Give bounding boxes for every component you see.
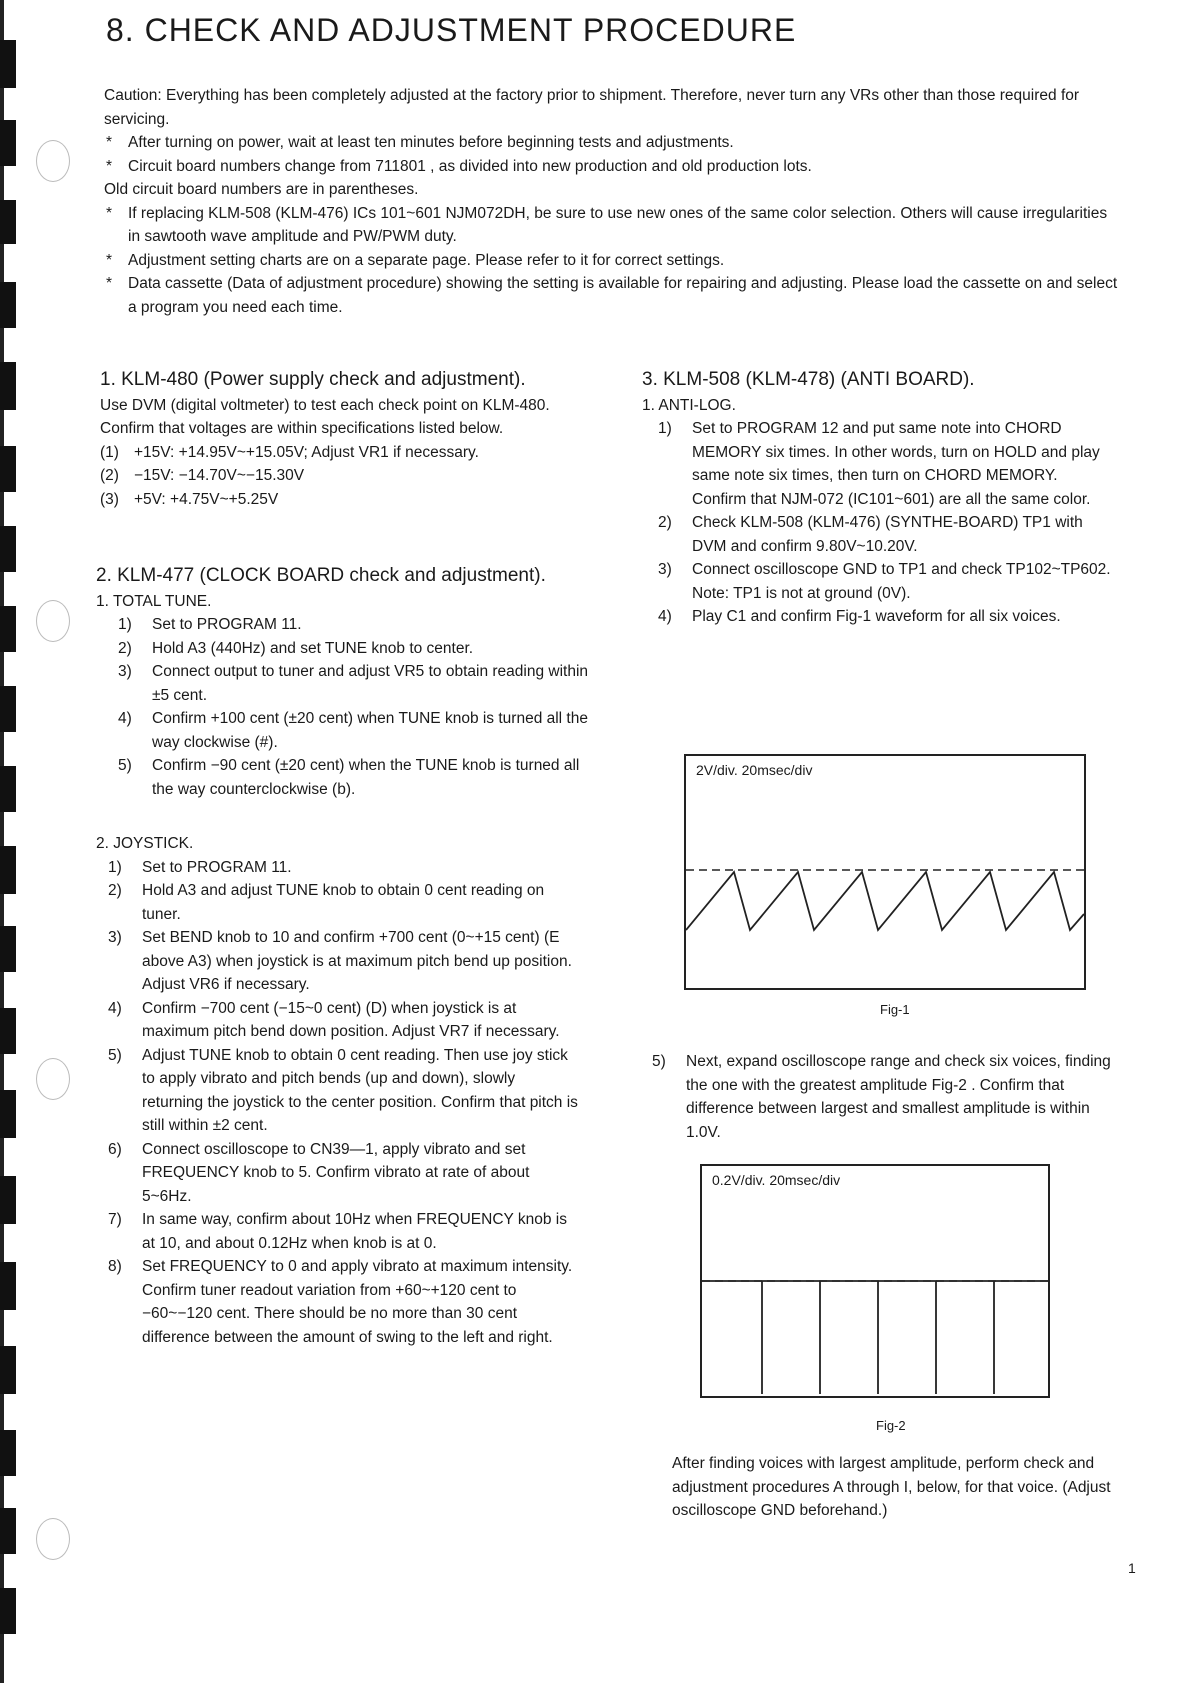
intro-bullet: * If replacing KLM-508 (KLM-476) ICs 101~601 NJM072DH, be sure to use new ones of the same color selection. Others will cause irregularities in sawtooth wave amplitude and PW/PWM duty. bbox=[104, 202, 1120, 249]
step-text: Confirm that NJM-072 (IC101~601) are all the same color. bbox=[692, 490, 1091, 508]
step-number: 5) bbox=[118, 757, 132, 774]
after-text-block bbox=[672, 1452, 1122, 1523]
step-item bbox=[118, 660, 588, 707]
step-item bbox=[118, 754, 588, 801]
step-number: 5) bbox=[108, 1046, 122, 1064]
step-number: 5) bbox=[652, 1053, 666, 1070]
binding-strip bbox=[0, 0, 70, 1683]
section-1 bbox=[100, 368, 600, 511]
tune-list bbox=[96, 613, 588, 801]
antilog-list bbox=[642, 417, 1118, 629]
step-text: Hold A3 (440Hz) and set TUNE knob to center. bbox=[152, 639, 474, 657]
step-text: Hold A3 and adjust TUNE knob to obtain 0 cent reading on tuner. bbox=[142, 882, 545, 923]
step-item bbox=[658, 488, 1118, 512]
section-2 bbox=[96, 564, 616, 801]
section-intro: Use DVM (digital voltmeter) to test each check point on KLM-480. Confirm that voltages are within specifications listed below. bbox=[100, 396, 550, 437]
step-text: Set BEND knob to 10 and confirm +700 cent (0~+15 cent) (E above A3) when joystick is at maximum pitch bend up position. Adjust VR6 if necessary. bbox=[142, 929, 572, 993]
step-item bbox=[658, 511, 1118, 558]
step-text: Confirm −700 cent (−15~0 cent) (D) when joystick is at maximum pitch bend down position. Adjust VR7 if necessary. bbox=[142, 999, 560, 1040]
fig1-oscilloscope bbox=[684, 754, 1086, 990]
step-text: In same way, confirm about 10Hz when FREQUENCY knob is at 10, and about 0.12Hz when knob is at 0. bbox=[142, 1211, 567, 1252]
intro-bullet: * Adjustment setting charts are on a separate page. Please refer to it for correct settings. bbox=[104, 249, 1120, 273]
step-number: 4) bbox=[108, 999, 122, 1017]
spec-item bbox=[100, 441, 600, 465]
fig2-waveform bbox=[702, 1166, 1048, 1396]
step-number: 1) bbox=[658, 420, 672, 437]
step-text: Connect oscilloscope GND to TP1 and check TP102~TP602. bbox=[692, 561, 1111, 578]
old-board-note: Old circuit board numbers are in parentheses. bbox=[104, 181, 419, 198]
section-heading: 1. KLM-480 (Power supply check and adjustment). bbox=[100, 369, 526, 390]
step-item bbox=[108, 1255, 578, 1349]
fig1-caption: Fig-1 bbox=[880, 1002, 910, 1017]
step-number: 2) bbox=[658, 514, 672, 531]
step-item bbox=[658, 558, 1118, 582]
step-text: Check KLM-508 (KLM-476) (SYNTHE-BOARD) TP1 with DVM and confirm 9.80V~10.20V. bbox=[692, 514, 1083, 555]
step-item bbox=[108, 879, 578, 926]
intro-bullet: * Circuit board numbers change from 711801 , as divided into new production and old production lots. bbox=[104, 155, 1120, 179]
binding-bar bbox=[0, 1008, 16, 1054]
binding-bar bbox=[0, 1430, 16, 1476]
fig2-scale-label: 0.2V/div. 20msec/div bbox=[712, 1172, 841, 1188]
step-item bbox=[652, 1050, 1122, 1144]
section-3 bbox=[642, 368, 1132, 629]
pulse-wave bbox=[702, 1281, 1048, 1394]
step-item bbox=[118, 707, 588, 754]
fig1-scale-label: 2V/div. 20msec/div bbox=[696, 762, 813, 778]
step-text: Adjust TUNE knob to obtain 0 cent reading. Then use joy stick to apply vibrato and pitch bends (up and down), slowly returning the joystick to the center position. Confirm that pitch is still within ±2 cent. bbox=[142, 1046, 578, 1134]
step-text: Set to PROGRAM 11. bbox=[142, 858, 292, 876]
step-item bbox=[658, 605, 1118, 629]
step-text: Connect oscilloscope to CN39—1, apply vibrato and set FREQUENCY knob to 5. Confirm vibrato at rate of about 5~6Hz. bbox=[142, 1140, 530, 1205]
step-item bbox=[108, 926, 578, 997]
intro-bullet: * After turning on power, wait at least ten minutes before beginning tests and adjustments. bbox=[104, 131, 1120, 155]
step-number: 1) bbox=[108, 858, 122, 876]
binding-bar bbox=[0, 1346, 16, 1394]
step-text: Note: TP1 is not at ground (0V). bbox=[692, 584, 911, 602]
binding-bar bbox=[0, 1262, 16, 1310]
step-item bbox=[108, 856, 578, 880]
spec-item bbox=[100, 464, 600, 488]
fig2-oscilloscope bbox=[700, 1164, 1050, 1398]
binding-bar bbox=[0, 362, 16, 410]
item-number: (3) bbox=[100, 490, 119, 508]
caution-text: Caution: Everything has been completely adjusted at the factory prior to shipment. Therefore, never turn any VRs other than those required for servicing. bbox=[104, 87, 1080, 128]
step-number: 4) bbox=[118, 710, 132, 727]
step-number: 3) bbox=[658, 561, 672, 578]
step-text: Confirm −90 cent (±20 cent) when the TUNE knob is turned all the way counterclockwise (b). bbox=[152, 757, 580, 798]
step-number: 6) bbox=[108, 1140, 122, 1158]
step-number: 7) bbox=[108, 1211, 122, 1228]
step-number: 2) bbox=[118, 639, 132, 657]
binding-bar bbox=[0, 686, 16, 732]
step-text: Set to PROGRAM 11. bbox=[152, 616, 302, 633]
page-number: 1 bbox=[1128, 1560, 1136, 1576]
binding-bar bbox=[0, 1176, 16, 1224]
step-text: Next, expand oscilloscope range and check six voices, finding the one with the greatest amplitude Fig-2 . Confirm that difference between largest and smallest amplitude is within 1.0V. bbox=[686, 1053, 1111, 1141]
punch-hole bbox=[36, 1518, 70, 1560]
fig2-caption: Fig-2 bbox=[876, 1418, 906, 1433]
intro-block bbox=[104, 84, 1120, 319]
binding-bar bbox=[0, 766, 16, 812]
subsection-heading: 1. TOTAL TUNE. bbox=[96, 592, 212, 610]
binding-bar bbox=[0, 120, 16, 166]
spec-item bbox=[100, 488, 600, 512]
binding-bar bbox=[0, 1588, 16, 1634]
punch-hole bbox=[36, 600, 70, 642]
joystick-list bbox=[96, 856, 578, 1350]
step-5-block bbox=[652, 1050, 1122, 1144]
binding-bar bbox=[0, 1090, 16, 1138]
joystick-section bbox=[96, 832, 596, 1349]
item-number: (2) bbox=[100, 467, 119, 484]
step-item bbox=[658, 582, 1118, 606]
step-item bbox=[108, 1044, 578, 1138]
item-number: (1) bbox=[100, 443, 119, 461]
subsection-heading: 2. JOYSTICK. bbox=[96, 835, 194, 852]
binding-bar bbox=[0, 606, 16, 652]
step-text: Set FREQUENCY to 0 and apply vibrato at maximum intensity. Confirm tuner readout variation from +60~+120 cent to −60~−120 cent. There should be no more than 30 cent difference between the amount of swing to the left and right. bbox=[142, 1258, 573, 1346]
step-item bbox=[108, 997, 578, 1044]
binding-bar bbox=[0, 200, 16, 244]
step-item bbox=[108, 1208, 578, 1255]
fig1-waveform bbox=[686, 756, 1084, 988]
punch-hole bbox=[36, 1058, 70, 1100]
punch-hole bbox=[36, 140, 70, 182]
binding-bar bbox=[0, 282, 16, 328]
step-text: Connect output to tuner and adjust VR5 to obtain reading within ±5 cent. bbox=[152, 663, 589, 704]
step-item bbox=[118, 613, 588, 637]
step-number: 2) bbox=[108, 882, 122, 899]
section-heading: 3. KLM-508 (KLM-478) (ANTI BOARD). bbox=[642, 369, 975, 390]
intro-bullet: * Data cassette (Data of adjustment procedure) showing the setting is available for repairing and adjusting. Please load the cassette on and select a program you need each time. bbox=[104, 272, 1120, 319]
step-number: 3) bbox=[108, 929, 122, 946]
step-text: Play C1 and confirm Fig-1 waveform for all six voices. bbox=[692, 608, 1061, 625]
binding-bar bbox=[0, 846, 16, 894]
subsection-heading: 1. ANTI-LOG. bbox=[642, 396, 736, 414]
item-text: +5V: +4.75V~+5.25V bbox=[134, 490, 279, 508]
binding-bar bbox=[0, 526, 16, 572]
item-text: −15V: −14.70V~−15.30V bbox=[134, 467, 305, 484]
section-heading: 2. KLM-477 (CLOCK BOARD check and adjustment). bbox=[96, 565, 546, 586]
binding-bar bbox=[0, 926, 16, 972]
step-number: 1) bbox=[118, 616, 132, 633]
binding-bar bbox=[0, 446, 16, 492]
step-text: Confirm +100 cent (±20 cent) when TUNE knob is turned all the way clockwise (#). bbox=[152, 710, 588, 751]
binding-bar bbox=[0, 1508, 16, 1554]
item-text: +15V: +14.95V~+15.05V; Adjust VR1 if necessary. bbox=[134, 443, 479, 461]
step-item bbox=[658, 417, 1118, 488]
step-item bbox=[108, 1138, 578, 1209]
sawtooth-wave bbox=[686, 872, 1084, 930]
step-number: 8) bbox=[108, 1258, 122, 1275]
step-text: Set to PROGRAM 12 and put same note into CHORD MEMORY six times. In other words, turn on HOLD and play same note six times, then turn on CHORD MEMORY. bbox=[692, 420, 1100, 484]
page-title: 8. CHECK AND ADJUSTMENT PROCEDURE bbox=[106, 12, 797, 48]
step-item bbox=[118, 637, 588, 661]
step-number: 3) bbox=[118, 663, 132, 680]
binding-bar bbox=[0, 40, 16, 88]
step-number: 4) bbox=[658, 608, 672, 625]
after-paragraph: After finding voices with largest amplitude, perform check and adjustment procedures A through I, below, for that voice. (Adjust oscilloscope GND beforehand.) bbox=[672, 1455, 1111, 1519]
